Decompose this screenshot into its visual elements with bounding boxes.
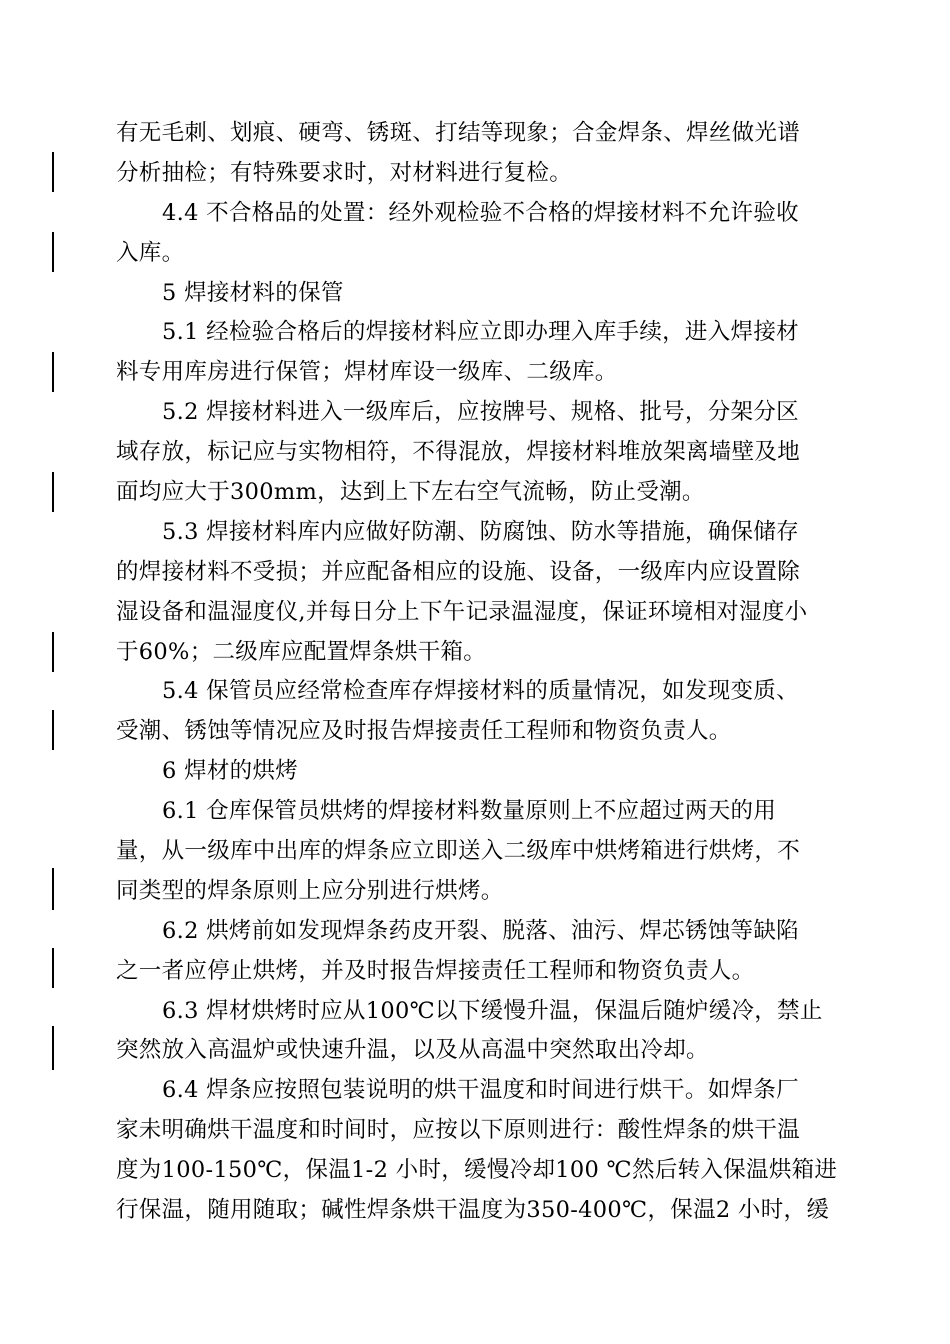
text-line: 料专用库房进行保管；焊材库设一级库、二级库。: [116, 359, 618, 386]
revision-bar: [52, 868, 54, 910]
text-line: 6.4 焊条应按照包装说明的烘干温度和时间进行烘干。如焊条厂: [162, 1077, 799, 1104]
body-text: [116, 114, 836, 1231]
section-heading: 5 焊接材料的保管: [162, 279, 344, 306]
text-line: 5.1 经检验合格后的焊接材料应立即办理入库手续，进入焊接材: [162, 319, 799, 346]
text-line: 5.2 焊接材料进入一级库后，应按牌号、规格、批号，分架分区: [162, 399, 799, 426]
text-line: 量，从一级库中出库的焊条应立即送入二级库中烘烤箱进行烘烤，不: [116, 838, 801, 865]
text-line: 度为100-150℃，保温1-2 小时，缓慢冷却100 ℃然后转入保温烘箱进: [116, 1157, 838, 1184]
revision-bar: [52, 472, 54, 512]
text-line: 入库。: [116, 239, 185, 266]
section-heading: 6 焊材的烘烤: [162, 758, 299, 785]
revision-bar: [52, 948, 54, 988]
text-line: 有无毛刺、划痕、硬弯、锈斑、打结等现象；合金焊条、焊丝做光谱: [116, 120, 801, 146]
revision-bar: [52, 710, 54, 750]
revision-bar: [52, 232, 54, 272]
text-line: 6.1 仓库保管员烘烤的焊接材料数量原则上不应超过两天的用: [162, 798, 777, 825]
revision-bar: [52, 152, 54, 192]
text-line: 4.4 不合格品的处置：经外观检验不合格的焊接材料不允许验收: [162, 199, 799, 226]
text-line: 行保温，随用随取；碱性焊条烘干温度为350-400℃，保温2 小时，缓: [116, 1197, 830, 1224]
text-line: 5.3 焊接材料库内应做好防潮、防腐蚀、防水等措施，确保储存: [162, 518, 799, 545]
text-line: 面均应大于300mm，达到上下左右空气流畅，防止受潮。: [116, 479, 705, 506]
text-line: 5.4 保管员应经常检查库存焊接材料的质量情况，如发现变质、: [162, 678, 799, 705]
text-line: 受潮、锈蚀等情况应及时报告焊接责任工程师和物资负责人。: [116, 718, 732, 745]
text-line: 于60%；二级库应配置焊条烘干箱。: [116, 638, 487, 665]
text-line: 突然放入高温炉或快速升温，以及从高温中突然取出冷却。: [116, 1037, 709, 1064]
revision-bar: [52, 352, 54, 392]
text-line: 湿设备和温湿度仪,并每日分上下午记录温湿度，保证环境相对湿度小: [116, 598, 808, 625]
text-line: 6.2 烘烤前如发现焊条药皮开裂、脱落、油污、焊芯锈蚀等缺陷: [162, 917, 799, 944]
revision-bar: [52, 1026, 54, 1070]
text-line: 分析抽检；有特殊要求时，对材料进行复检。: [116, 159, 573, 186]
text-line: 同类型的焊条原则上应分别进行烘烤。: [116, 877, 504, 904]
revision-bar: [52, 632, 54, 672]
text-line: 6.3 焊材烘烤时应从100℃以下缓慢升温，保温后随炉缓冷，禁止: [162, 997, 823, 1024]
text-line: 域存放，标记应与实物相符，不得混放，焊接材料堆放架离墙壁及地: [116, 439, 801, 466]
text-line: 家未明确烘干温度和时间时，应按以下原则进行：酸性焊条的烘干温: [116, 1117, 801, 1144]
text-line: 的焊接材料不受损；并应配备相应的设施、设备，一级库内应设置除: [116, 558, 801, 585]
text-line: 之一者应停止烘烤，并及时报告焊接责任工程师和物资负责人。: [116, 957, 755, 984]
